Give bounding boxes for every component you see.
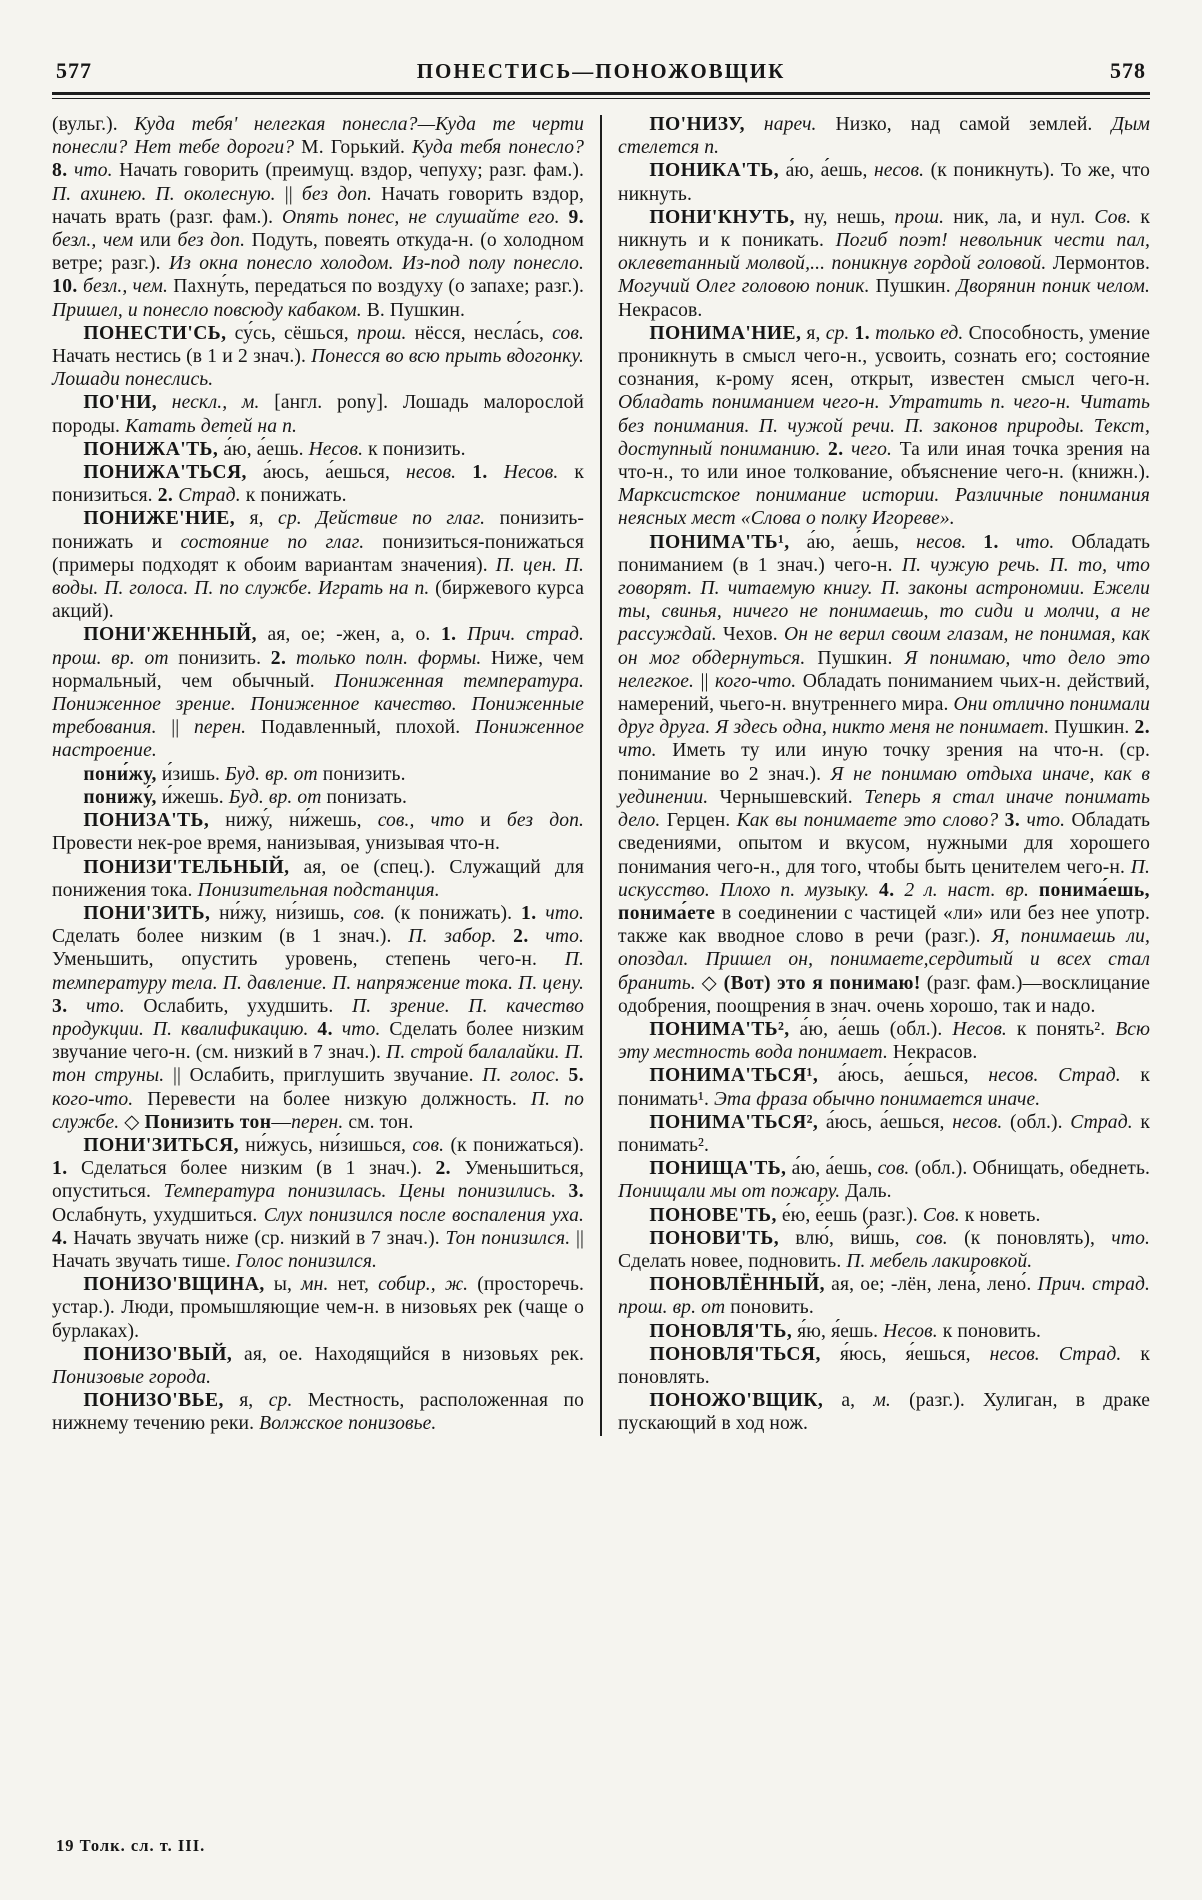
footer-signature: 19 Толк. сл. т. III. [56,1836,206,1855]
dictionary-entry: ПОНИКА'ТЬ, а́ю, а́ешь, несов. (к поникнуть). То же, что никнуть. [618,160,1150,205]
column-divider [600,115,602,1436]
dictionary-entry: ПОНОВИ'ТЬ, влю́, ви́шь, сов. (к поновлять), что. Сделать новее, подновить. П. мебель лакировкой. [618,1227,1150,1272]
dictionary-entry: ПОНИЗО'ВЫЙ, ая, ое. Находящийся в низовьях рек. Понизовые города. [52,1343,584,1388]
page-header [52,58,1150,92]
dictionary-entry: ПО'НИЗУ, нареч. Низко, над самой землей. Дым стелется п. [618,114,1150,159]
dictionary-entry: ПОНИМА'ТЬСЯ², а́юсь, а́ешься, несов. (обл.). Страд. к понимать². [618,1111,1150,1156]
dictionary-entry: ПОНОВЕ'ТЬ, е́ю, е́ешь (разг.). Сов. к новеть. [649,1204,1041,1226]
dictionary-entry: ПОНИМА'ТЬ², а́ю, а́ешь (обл.). Несов. к понять². Всю эту местность вода понимает. Некрасов. [618,1018,1151,1064]
dictionary-entry: ПОНОВЛЯ'ТЬСЯ, я́юсь, я́ешься, несов. Страд. к поновлять. [618,1343,1151,1388]
page-number-left: 577 [56,58,92,83]
dictionary-entry: ПОНЕСТИ'СЬ, су́сь, сёшься, прош. нёсся, несла́сь, сов. Начать нестись (в 1 и 2 знач.). Понесся во всю прыть вдогонку. Лошади понеслись. [52,322,584,391]
page-number-right: 578 [1110,58,1146,83]
dictionary-entry: ПОНОВЛЯ'ТЬ, я́ю, я́ешь. Несов. к поновить. [649,1320,1041,1342]
dictionary-entry: ПОНИМА'НИЕ, я, ср. 1. только ед. Способность, умение проникнуть в смысл чего-н., усвоить, сознать его; состояние сознания, к-рому ясен, открыт, известен смысл чего-н. Обладать пониманием чего-н. Утратить п. чего-н. Читать без понимания. П. чужой речи. П. законов природы. Текст, доступный пониманию. 2. чего. Та или иная точка зрения на что-н., то или иное толкование, объяснение чего-н. (книжн.). Марксистское понимание истории. Различные понимания неясных мест «Слова о полку Игореве». [618,322,1151,530]
dictionary-entry: ПОНИЗО'ВЬЕ, я, ср. Местность, расположенная по нижнему течению реки. Волжское понизовье. [52,1390,584,1435]
dictionary-entry: ПОНИЖА'ТЬСЯ, а́юсь, а́ешься, несов. 1. Несов. к понизиться. 2. Страд. к понижать. [52,462,584,507]
dictionary-entry: (вульг.). Куда тебя' нелегкая понесла?—Куда те черти понесли? Нет тебе дороги? М. Горький. Куда тебя понесло? 8. что. Начать говорить (преимущ. вздор, чепуху; разг. фам.). П. ахинею. П. околесную. || без доп. Начать говорить вздор, начать врать (разг. фам.). Опять понес, не слушайте его. 9. безл., чем или без доп. Подуть, повеять откуда-н. (о холодном ветре; разг.). Из окна понесло холодом. Из-под полу понесло. 10. безл., чем. Пахну́ть, передаться по воздуху (о запахе; разг.). Пришел, и понесло повсюду кабаком. В. Пушкин. [52,114,585,321]
dictionary-entry: ПОНИЗА'ТЬ, нижу́, ни́жешь, сов., что и без доп. Провести нек-рое время, нанизывая, унизывая что-н. [52,810,584,855]
dictionary-entry: ПОНИЩА'ТЬ, а́ю, а́ешь, сов. (обл.). Обнищать, обеднеть. Понищали мы от пожару. Даль. [618,1158,1151,1203]
dictionary-entry: ПОНИЖА'ТЬ, а́ю, а́ешь. Несов. к понизить. [83,438,466,460]
right-column [618,113,1150,1436]
dictionary-entry: ПОНИ'ЖЕННЫЙ, ая, ое; -жен, а, о. 1. Прич. страд. прош. вр. от понизить. 2. только полн. формы. Ниже, чем нормальный, чем обычный. Пониженная температура. Пониженное зрение. Пониженное качество. Пониженные требования. || перен. Подавленный, плохой. Пониженное настроение. [52,624,585,762]
dictionary-entry: ПОНИМА'ТЬСЯ¹, а́юсь, а́ешься, несов. Страд. к понимать¹. Эта фраза обычно понимается иначе. [618,1065,1151,1110]
dictionary-entry: понижу́, и́жешь. Буд. вр. от понизать. [83,786,408,808]
dictionary-entry: ПОНИЗИ'ТЕЛЬНЫЙ, ая, ое (спец.). Служащий для понижения тока. Понизительная подстанция. [52,856,584,901]
dictionary-entry: ПОНИ'ЗИТЬСЯ, ни́жусь, ни́зишься, сов. (к понижаться). 1. Сделаться более низким (в 1 знач.). 2. Уменьшиться, опуститься. Температура понизилась. Цены понизились. 3. Ослабнуть, ухудшиться. Слух понизился после воспаления уха. 4. Начать звучать ниже (ср. низкий в 7 знач.). Тон понизился. || Начать звучать тише. Голос понизился. [52,1134,585,1272]
dictionary-entry: ПОНОВЛЁННЫЙ, ая, ое; -лён, лена́, лено́. Прич. страд. прош. вр. от поновить. [618,1274,1150,1319]
running-title: ПОНЕСТИСЬ—ПОНОЖОВЩИК [416,59,786,83]
header-rule [52,92,1150,99]
dictionary-entry: ПОНИЖЕ'НИЕ, я, ср. Действие по глаг. понизить-понижать и состояние по глаг. понизиться-понижаться (примеры подходят к обоим вариантам значения). П. цен. П. воды. П. голоса. П. по службе. Играть на п. (биржевого курса акций). [52,508,584,623]
dictionary-entry: ПОНИ'ЗИТЬ, ни́жу, ни́зишь, сов. (к понижать). 1. что. Сделать более низким (в 1 знач.). П. забор. 2. что. Уменьшить, опустить уровень, степень чего-н. П. температуру тела. П. давление. П. напряжение тока. П. цену. 3. что. Ослабить, ухудшить. П. зрение. П. качество продукции. П. квалификацию. 4. что. Сделать более низким звучание чего-н. (см. низкий в 7 знач.). П. строй балалайки. П. тон струны. || Ослабить, приглушить звучание. П. голос. 5. кого-что. Перевести на более низкую должность. П. по службе. ◇ Понизить тон—перен. см. тон. [52,902,585,1133]
left-column [52,113,584,1436]
dictionary-entry: ПОНОЖО'ВЩИК, а, м. (разг.). Хулиган, в драке пускающий в ход нож. [618,1390,1150,1435]
text-columns [52,113,1150,1436]
dictionary-entry: ПОНИМА'ТЬ¹, а́ю, а́ешь, несов. 1. что. Обладать пониманием (в 1 знач.) чего-н. П. чужую речь. П. то, что говорят. П. читаемую книгу. П. законы астрономии. Ежели ты, свинья, ничего не понимаешь, то сиди и молчи, а не рассуждай. Чехов. Он не верил своим глазам, не понимая, как он мог обдернуться. Пушкин. Я понимаю, что дело это нелегкое. || кого-что. Обладать пониманием чьих-н. действий, намерений, чьего-н. внутреннего мира. Они отлично понимали друг друга. Я здесь одна, никто меня не понимает. Пушкин. 2. что. Иметь ту или иную точку зрения на что-н. (ср. понимание во 2 знач.). Я не понимаю отдыха иначе, как в уединении. Чернышевский. Теперь я стал иначе понимать дело. Герцен. Как вы понимаете это слово? 3. что. Обладать сведениями, опытом и вкусом, нужными для хорошего понимания чего-н., для того, чтобы быть ценителем чего-н. П. искусство. Плохо п. музыку. 4. 2 л. наст. вр. понима́ешь, понима́ете в соединении с частицей «ли» или без нее употр. также как вводное слово в речи (разг.). Я, понимаешь ли, опоздал. Пришел он, понимаете,сердитый и всех стал бранить. ◇ (Вот) это я понимаю! (разг. фам.)—восклицание одобрения, поощрения в знач. очень хорошо, так и надо. [618,531,1151,1017]
dictionary-entry: ПОНИЗО'ВЩИНА, ы, мн. нет, собир., ж. (просторечь. устар.). Люди, промышляющие чем-н. в низовьях рек (чаще о бурлаках). [52,1274,584,1342]
dictionary-entry: ПО'НИ, нескл., м. [англ. pony]. Лошадь малорослой породы. Катать детей на п. [52,392,585,437]
dictionary-entry: ПОНИ'КНУТЬ, ну, нешь, прош. ник, ла, и нул. Сов. к никнуть и к поникать. Погиб поэт! невольник чести пал, оклеветанный молвой,... поникнув гордой головой. Лермонтов. Могучий Олег головою поник. Пушкин. Дворянин поник челом. Некрасов. [618,206,1151,321]
dictionary-entry: пони́жу, и́зишь. Буд. вр. от понизить. [83,763,406,785]
